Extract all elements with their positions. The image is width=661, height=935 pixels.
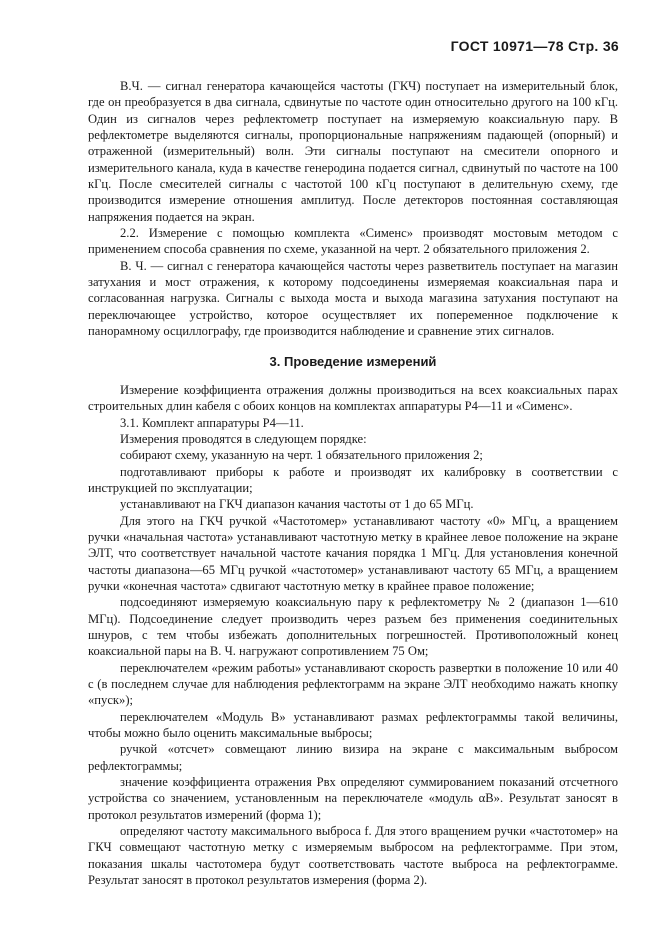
paragraph: переключателем «режим работы» устанавливают скорость развертки в положение 10 или 40 с (в последнем случае для наблюдения рефлектограмм на экране ЭЛТ необходимо нажать кнопку «пуск»);	[88, 660, 618, 708]
paragraph: устанавливают на ГКЧ диапазон качания частоты от 1 до 65 МГц.	[120, 497, 474, 512]
paragraph: значение коэффициента отражения Рвх определяют суммированием показаний отсчетного устройства со значением, установленным на переключателе «модуль αВ». Результат заносят в протокол результатов измерений (форма 1);	[88, 775, 618, 822]
paragraph: переключателем «Модуль В» устанавливают размах рефлектограммы такой величины, чтобы можно было оценить максимальные выбросы;	[88, 709, 618, 741]
section-heading: 3. Проведение измерений	[269, 353, 437, 369]
document-body	[88, 78, 618, 889]
paragraph: В. Ч. — сигнал с генератора качающейся частоты через разветвитель поступает на магазин затухания и мост отражения, к которому подсоединены измеряемая коаксиальная пара и согласованная нагрузка. Сигналы с выхода моста и выхода магазина затухания поступают на переключающее устройство, которое осуществляет их попеременное подключение к панорамному осциллографу, где производится наблюдение и сравнение этих сигналов.	[88, 258, 618, 339]
paragraph: 3.1. Комплект аппаратуры Р4—11.	[120, 415, 304, 430]
paragraph: подсоединяют измеряемую коаксиальную пару к рефлектометру № 2 (диапазон 1—610 МГц). Подсоединение следует производить через разъем без применения соединительных шнуров, с тем чтобы избежать дополнительных погрешностей. Противоположный конец коаксиальной пары на В. Ч. нагружают сопротивлением 75 Ом;	[88, 595, 618, 659]
page-header: ГОСТ 10971—78 Стр. 36	[450, 38, 619, 54]
paragraph: В.Ч. — сигнал генератора качающейся частоты (ГКЧ) поступает на измерительный блок, где он преобразуется в два сигнала, сдвинутые по частоте один относительно другого на 100 кГц. Один из сигналов через рефлектометр поступает на измеряемую коаксиальную пару. В рефлектометре выделяются сигналы, пропорциональные напряжениям падающей (опорный) и отраженной (измерительный) волн. Эти сигналы поступают на смесители опорного и измерительного канала, куда в качестве генеродина подается сигнал, сдвинутый по частоте на 100 кГц. После смесителей сигналы с частотой 100 кГц поступают в делительную схему, где производится измерение отношения амплитуд. После детекторов постоянная составляющая напряжения подается на экран.	[88, 79, 618, 224]
paragraph: определяют частоту максимального выброса f. Для этого вращением ручки «частотомер» на ГКЧ совмещают частотную метку с измеряемым выбросом на рефлектограмме. При этом, показания шкалы частотомера будут соответствовать частоте выброса на рефлектограмме. Результат заносят в протокол результатов измерения (форма 2).	[88, 824, 618, 888]
paragraph: собирают схему, указанную на черт. 1 обязательного приложения 2;	[120, 448, 483, 463]
paragraph: Измерение коэффициента отражения должны производиться на всех коаксиальных парах строительных длин кабеля с обоих концов на комплектах аппаратуры Р4—11 и «Сименс».	[88, 382, 618, 414]
paragraph: Измерения проводятся в следующем порядке:	[120, 431, 367, 446]
paragraph: 2.2. Измерение с помощью комплекта «Сименс» производят мостовым методом с применением способа сравнения по схеме, указанной на черт. 2 обязательного приложения 2.	[88, 226, 618, 257]
paragraph: Для этого на ГКЧ ручкой «Частотомер» устанавливают частоту «0» МГц, а вращением ручки «начальная частота» устанавливают частотную метку в крайнее левое положение на экране ЭЛТ, что соответствует начальной частоте качания порядка 1 МГц. Для установления конечной частоты диапазона—65 МГц ручкой «частотомер» устанавливают частоту 65 МГц, а вращением ручки «конечная частота» сдвигают частотную метку в крайнее правое положение;	[88, 513, 618, 593]
paragraph: ручкой «отсчет» совмещают линию визира на экране с максимальным выбросом рефлектограммы;	[88, 742, 618, 773]
paragraph: подготавливают приборы к работе и производят их калибровку в соответствии с инструкцией по эксплуатации;	[88, 464, 618, 495]
